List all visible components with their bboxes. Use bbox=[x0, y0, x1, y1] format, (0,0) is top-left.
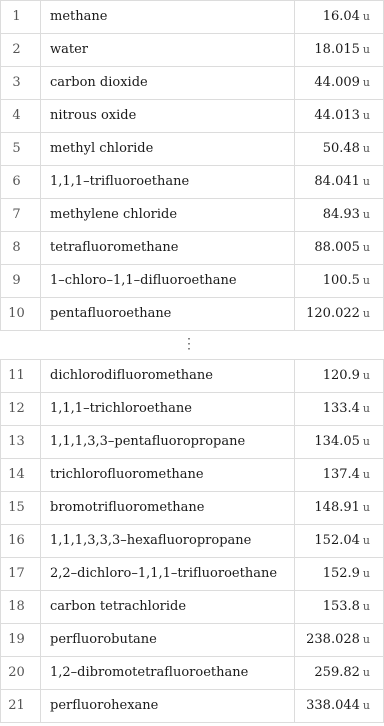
molar-mass-unit: u bbox=[362, 534, 370, 547]
molar-mass-value: 152.04 bbox=[314, 533, 360, 548]
table-row bbox=[1, 624, 384, 657]
row-index: 17 bbox=[1, 558, 41, 591]
molar-mass-value: 44.013 bbox=[314, 108, 360, 123]
molar-mass-value: 137.4 bbox=[322, 467, 360, 482]
row-index: 21 bbox=[1, 690, 41, 723]
compound-name: 1,1,1,3,3–pentafluoropropane bbox=[41, 426, 295, 459]
table-row bbox=[1, 34, 384, 67]
molar-mass-unit: u bbox=[362, 666, 370, 679]
compound-name: methyl chloride bbox=[41, 133, 295, 166]
compound-name: 1,1,1–trifluoroethane bbox=[41, 166, 295, 199]
table-row bbox=[1, 690, 384, 723]
row-index: 3 bbox=[1, 67, 41, 100]
molar-mass-unit: u bbox=[362, 699, 370, 712]
molar-mass-value: 134.05 bbox=[314, 434, 360, 449]
row-index: 11 bbox=[1, 360, 41, 393]
molar-mass-cell bbox=[295, 492, 384, 525]
molar-mass-value: 44.009 bbox=[314, 75, 360, 90]
molar-mass-cell bbox=[295, 393, 384, 426]
molar-mass-cell bbox=[295, 459, 384, 492]
table-row bbox=[1, 591, 384, 624]
row-index: 4 bbox=[1, 100, 41, 133]
row-index: 14 bbox=[1, 459, 41, 492]
compound-name: methane bbox=[41, 1, 295, 34]
table-row bbox=[1, 393, 384, 426]
molar-mass-unit: u bbox=[362, 241, 370, 254]
molar-mass-unit: u bbox=[362, 274, 370, 287]
row-gap-ellipsis: ⋮ bbox=[182, 336, 196, 352]
row-index: 1 bbox=[1, 1, 41, 34]
compound-name: dichlorodifluoromethane bbox=[41, 360, 295, 393]
row-index: 16 bbox=[1, 525, 41, 558]
row-index: 12 bbox=[1, 393, 41, 426]
compound-name: perfluorohexane bbox=[41, 690, 295, 723]
compound-name: pentafluoroethane bbox=[41, 298, 295, 331]
molar-mass-cell bbox=[295, 34, 384, 67]
table-row bbox=[1, 100, 384, 133]
molar-mass-unit: u bbox=[362, 402, 370, 415]
row-index: 15 bbox=[1, 492, 41, 525]
molar-mass-value: 148.91 bbox=[314, 500, 360, 515]
table-row bbox=[1, 492, 384, 525]
compound-name: bromotrifluoromethane bbox=[41, 492, 295, 525]
molar-mass-unit: u bbox=[362, 633, 370, 646]
compound-name: carbon dioxide bbox=[41, 67, 295, 100]
row-index: 7 bbox=[1, 199, 41, 232]
molar-mass-table-top bbox=[0, 0, 384, 331]
molar-mass-value: 238.028 bbox=[306, 632, 360, 647]
table-row bbox=[1, 133, 384, 166]
molar-mass-unit: u bbox=[362, 567, 370, 580]
molar-mass-cell bbox=[295, 67, 384, 100]
molar-mass-value: 259.82 bbox=[314, 665, 360, 680]
molar-mass-table-bottom bbox=[0, 359, 384, 723]
table-row bbox=[1, 459, 384, 492]
molar-mass-cell bbox=[295, 298, 384, 331]
molar-mass-value: 153.8 bbox=[322, 599, 360, 614]
molar-mass-value: 16.04 bbox=[322, 9, 360, 24]
compound-name: water bbox=[41, 34, 295, 67]
molar-mass-unit: u bbox=[362, 10, 370, 23]
molar-mass-cell bbox=[295, 166, 384, 199]
molar-mass-cell bbox=[295, 133, 384, 166]
molar-mass-unit: u bbox=[362, 208, 370, 221]
molar-mass-value: 84.041 bbox=[314, 174, 360, 189]
molar-mass-cell bbox=[295, 624, 384, 657]
molar-mass-unit: u bbox=[362, 175, 370, 188]
row-index: 20 bbox=[1, 657, 41, 690]
molar-mass-value: 18.015 bbox=[314, 42, 360, 57]
molar-mass-cell bbox=[295, 100, 384, 133]
compound-name: 2,2–dichloro–1,1,1–trifluoroethane bbox=[41, 558, 295, 591]
table-row bbox=[1, 558, 384, 591]
row-index: 6 bbox=[1, 166, 41, 199]
row-index: 18 bbox=[1, 591, 41, 624]
table-row bbox=[1, 525, 384, 558]
molar-mass-unit: u bbox=[362, 142, 370, 155]
molar-mass-cell bbox=[295, 360, 384, 393]
table-row bbox=[1, 67, 384, 100]
molar-mass-unit: u bbox=[362, 307, 370, 320]
compound-name: tetrafluoromethane bbox=[41, 232, 295, 265]
molar-mass-cell bbox=[295, 657, 384, 690]
molar-mass-value: 338.044 bbox=[306, 698, 360, 713]
row-index: 5 bbox=[1, 133, 41, 166]
molar-mass-value: 133.4 bbox=[322, 401, 360, 416]
molar-mass-cell bbox=[295, 558, 384, 591]
table-row bbox=[1, 657, 384, 690]
table-row bbox=[1, 265, 384, 298]
compound-name: carbon tetrachloride bbox=[41, 591, 295, 624]
molar-mass-cell bbox=[295, 426, 384, 459]
table-row bbox=[1, 1, 384, 34]
molar-mass-cell bbox=[295, 690, 384, 723]
molar-mass-unit: u bbox=[362, 501, 370, 514]
molar-mass-unit: u bbox=[362, 109, 370, 122]
molar-mass-cell bbox=[295, 265, 384, 298]
molar-mass-value: 120.022 bbox=[306, 306, 360, 321]
row-index: 19 bbox=[1, 624, 41, 657]
molar-mass-unit: u bbox=[362, 43, 370, 56]
table-body-bottom bbox=[1, 360, 384, 723]
molar-mass-unit: u bbox=[362, 600, 370, 613]
molar-mass-value: 100.5 bbox=[322, 273, 360, 288]
molar-mass-cell bbox=[295, 591, 384, 624]
molar-mass-unit: u bbox=[362, 369, 370, 382]
table-row bbox=[1, 199, 384, 232]
row-index: 10 bbox=[1, 298, 41, 331]
compound-name: nitrous oxide bbox=[41, 100, 295, 133]
row-index: 8 bbox=[1, 232, 41, 265]
compound-name: 1,2–dibromotetrafluoroethane bbox=[41, 657, 295, 690]
row-index: 9 bbox=[1, 265, 41, 298]
compound-name: perfluorobutane bbox=[41, 624, 295, 657]
row-index: 13 bbox=[1, 426, 41, 459]
molar-mass-value: 84.93 bbox=[322, 207, 360, 222]
compound-name: 1–chloro–1,1–difluoroethane bbox=[41, 265, 295, 298]
molar-mass-unit: u bbox=[362, 468, 370, 481]
molar-mass-unit: u bbox=[362, 76, 370, 89]
table-row bbox=[1, 360, 384, 393]
molar-mass-cell bbox=[295, 525, 384, 558]
compound-name: 1,1,1–trichloroethane bbox=[41, 393, 295, 426]
molar-mass-value: 50.48 bbox=[322, 141, 360, 156]
molar-mass-unit: u bbox=[362, 435, 370, 448]
compound-name: 1,1,1,3,3,3–hexafluoropropane bbox=[41, 525, 295, 558]
table-row bbox=[1, 298, 384, 331]
molar-mass-value: 88.005 bbox=[314, 240, 360, 255]
row-index: 2 bbox=[1, 34, 41, 67]
compound-name: methylene chloride bbox=[41, 199, 295, 232]
molar-mass-cell bbox=[295, 1, 384, 34]
table-row bbox=[1, 166, 384, 199]
compound-name: trichlorofluoromethane bbox=[41, 459, 295, 492]
molar-mass-value: 120.9 bbox=[322, 368, 360, 383]
molar-mass-value: 152.9 bbox=[322, 566, 360, 581]
table-row bbox=[1, 232, 384, 265]
table-row bbox=[1, 426, 384, 459]
molar-mass-cell bbox=[295, 199, 384, 232]
table-body-top bbox=[1, 1, 384, 331]
molar-mass-cell bbox=[295, 232, 384, 265]
